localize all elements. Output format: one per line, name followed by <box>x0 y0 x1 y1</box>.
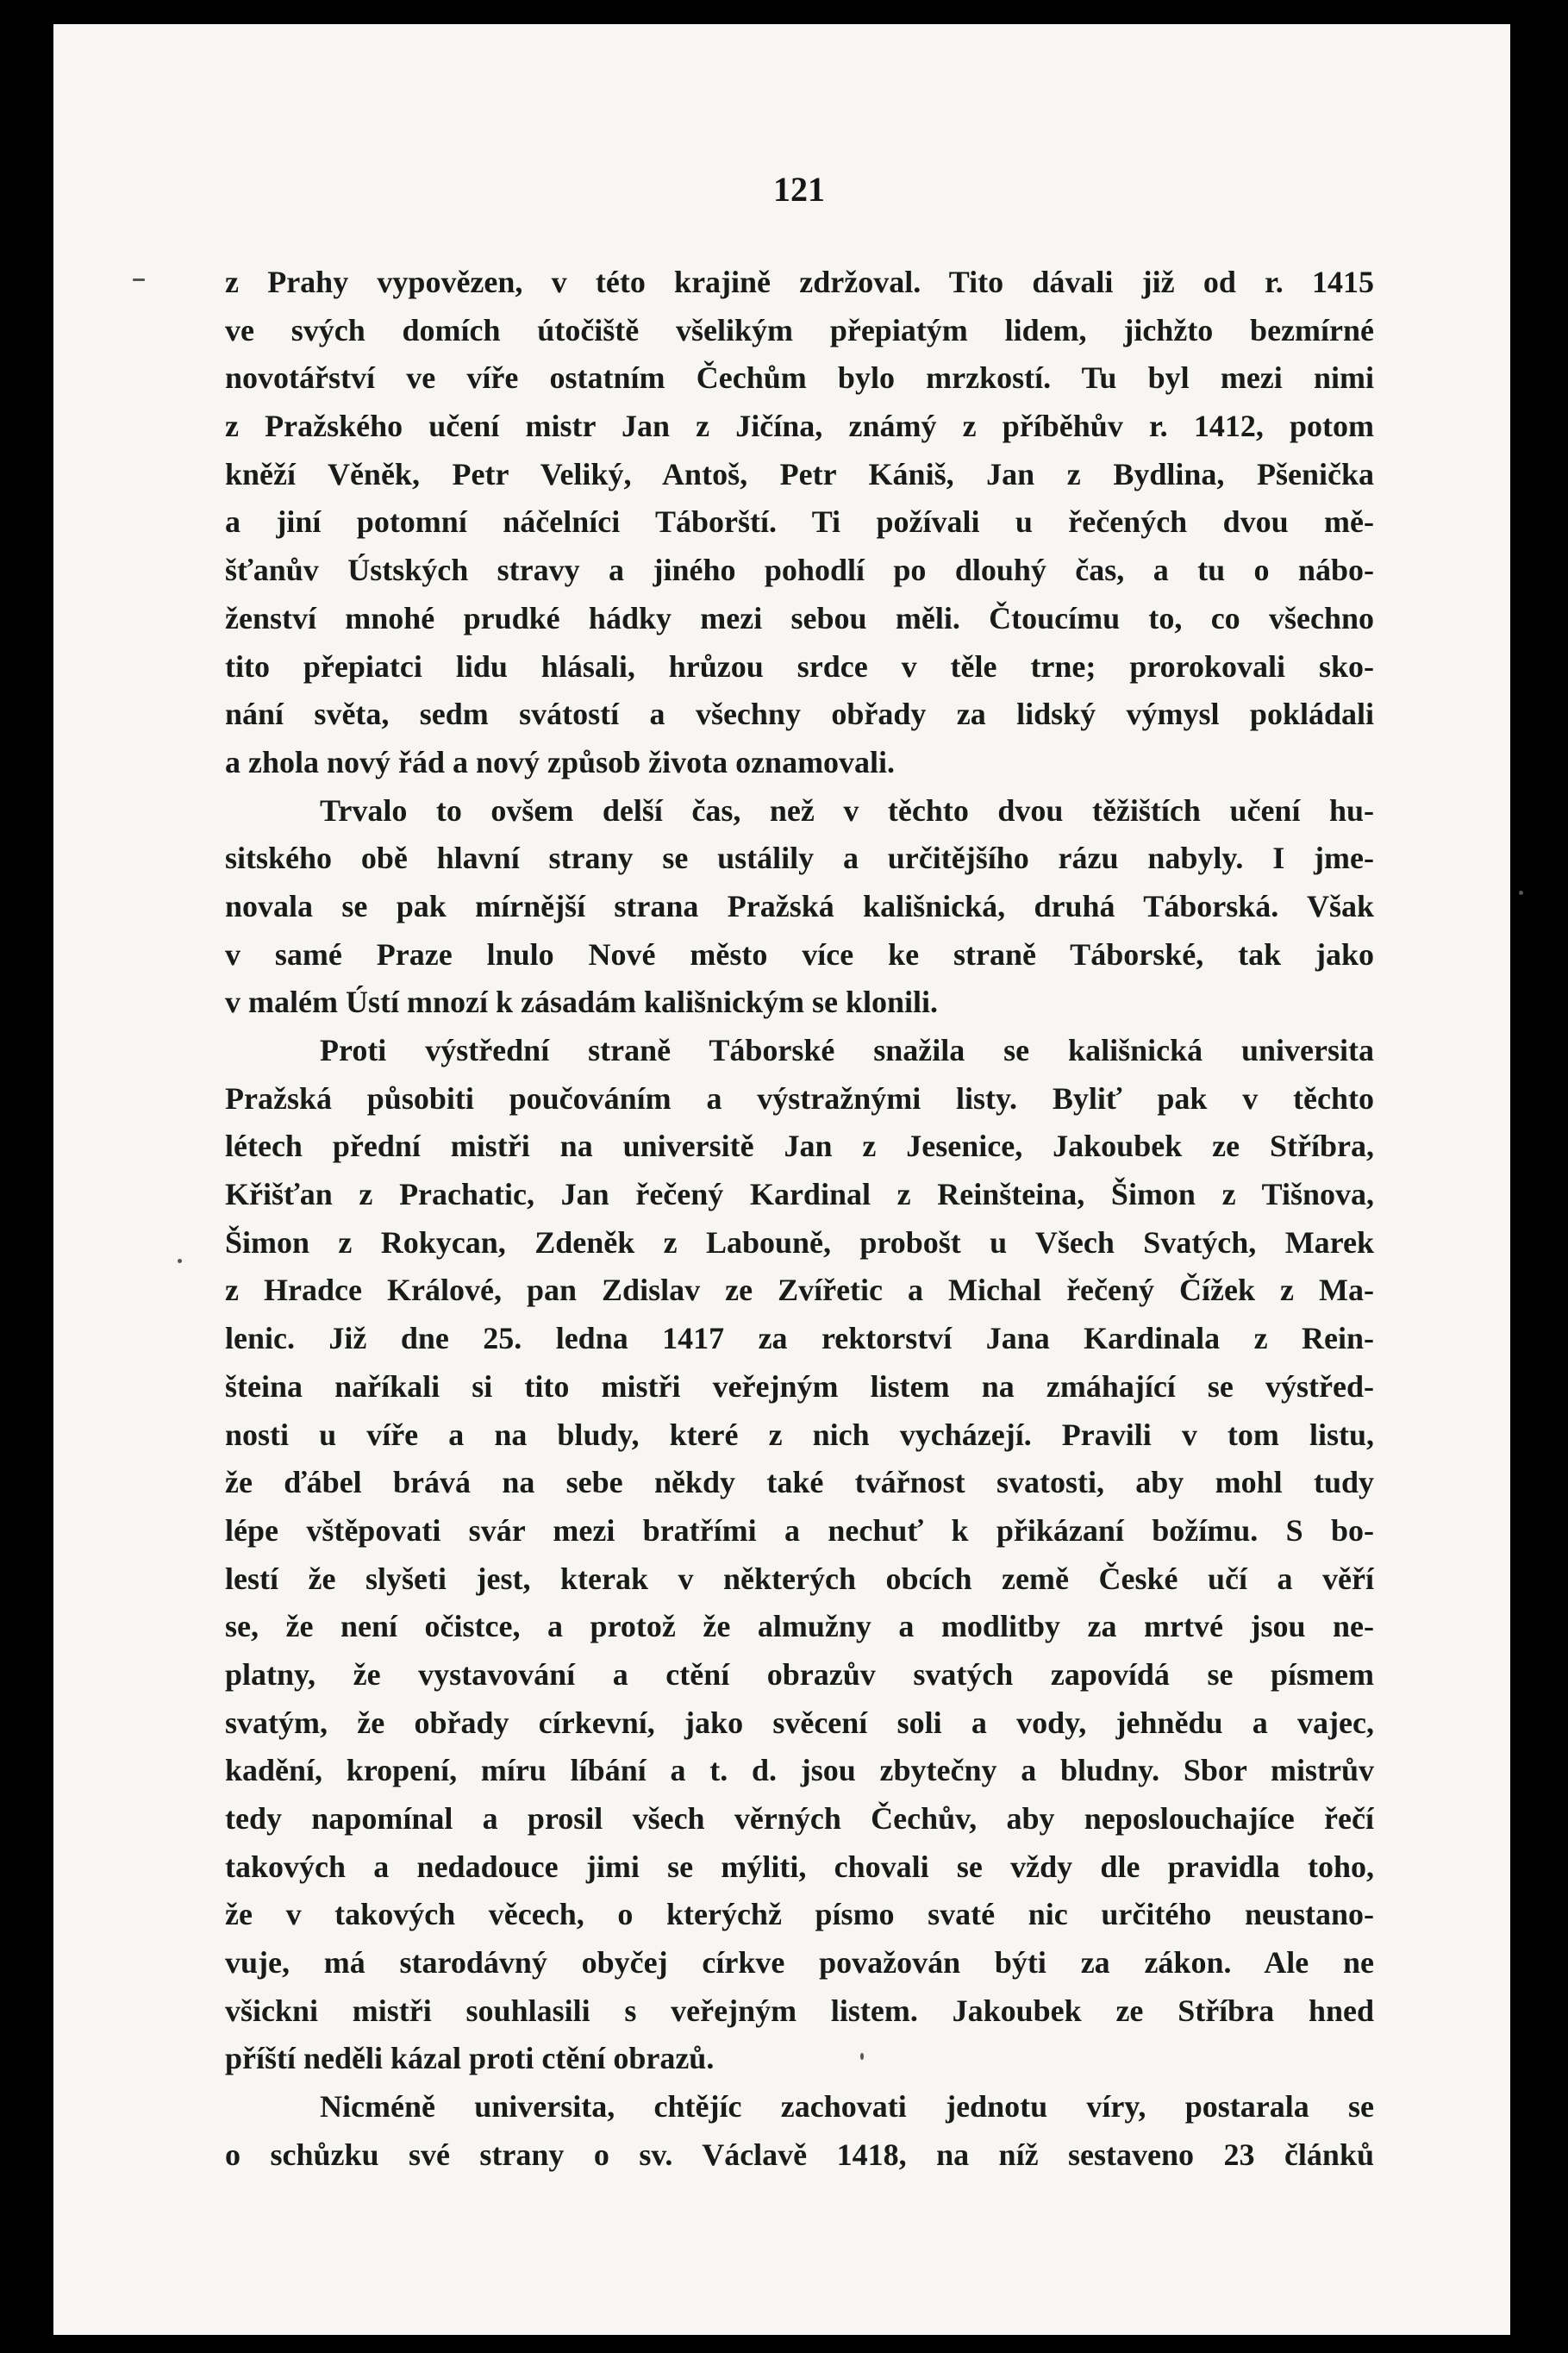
text-line: a jiní potomní náčelníci Táborští. Ti požívali u řečených dvou mě- <box>225 504 1374 540</box>
text-line: Proti výstřední straně Táborské snažila se kališnická universita <box>320 1033 1374 1067</box>
text-line: v samé Praze lnulo Nové město více ke straně Táborské, tak jako <box>225 936 1374 972</box>
text-line: Trvalo to ovšem delší čas, než v těchto dvou těžištích učení hu- <box>320 792 1374 828</box>
text-line: svatým, že obřady církevní, jako svěcení soli a vody, jehnědu a vajec, <box>225 1705 1374 1740</box>
text-line: lestí že slyšeti jest, kterak v některých obcích země České učí a věří <box>225 1561 1374 1596</box>
text-line: novotářství ve víře ostatním Čechům bylo mrzkostí. Tu byl mezi nimi <box>225 360 1374 396</box>
book-page <box>53 24 1510 2335</box>
text-line: Šimon z Rokycan, Zdeněk z Labouně, probošt u Všech Svatých, Marek <box>225 1224 1374 1260</box>
text-line: kněží Věněk, Petr Veliký, Antoš, Petr Kániš, Jan z Bydlina, Pšenička <box>225 456 1374 491</box>
text-line: tito přepiatci lidu hlásali, hrůzou srdce v těle trne; prorokovali sko- <box>225 648 1374 684</box>
text-line: ve svých domích útočiště všelikým přepiatým lidem, jichžto bezmírné <box>225 312 1374 347</box>
text-line: nání světa, sedm svátostí a všechny obřady za lidský výmysl pokládali <box>225 697 1374 732</box>
body-text <box>225 259 1374 2180</box>
text-line: Nicméně universita, chtějíc zachovati jednotu víry, postarala se <box>320 2089 1374 2125</box>
text-line: novala se pak mírnější strana Pražská kališnická, druhá Táborská. Však <box>225 888 1374 923</box>
text-line: příští neděli kázal proti ctění obrazů. <box>225 2041 715 2076</box>
text-line: ženství mnohé prudké hádky mezi sebou měli. Čtoucímu to, co všechno <box>225 600 1374 635</box>
page-number: 121 <box>773 170 825 209</box>
text-line: že v takových věcech, o kterýchž písmo svaté nic určitého neustano- <box>225 1897 1374 1932</box>
text-line: všickni mistři souhlasili s veřejným listem. Jakoubek ze Stříbra hned <box>225 1993 1374 2028</box>
text-line: z Prahy vypovězen, v této krajině zdržoval. Tito dávali již od r. 1415 <box>225 265 1374 299</box>
text-line: létech přední mistři na universitě Jan z Jesenice, Jakoubek ze Stříbra, <box>225 1129 1374 1164</box>
speck <box>133 278 145 281</box>
text-line: Křišťan z Prachatic, Jan řečený Kardinal z Reinšteina, Šimon z Tišnova, <box>225 1177 1374 1212</box>
speck <box>178 1259 182 1263</box>
text-line: o schůzku své strany o sv. Václavě 1418, na níž sestaveno 23 článků <box>225 2137 1374 2172</box>
text-line: že ďábel brává na sebe někdy také tvářnost svatosti, aby mohl tudy <box>225 1465 1374 1500</box>
text-line: z Hradce Králové, pan Zdislav ze Zvířetic a Michal řečený Čížek z Ma- <box>225 1273 1374 1308</box>
text-line: lenic. Již dne 25. ledna 1417 za rektorství Jana Kardinala z Rein- <box>225 1321 1374 1356</box>
text-line: šteina naříkali si tito mistři veřejným listem na zmáhající se výstřed- <box>225 1368 1374 1404</box>
text-line: nosti u víře a na bludy, které z nich vycházejí. Pravili v tom listu, <box>225 1417 1374 1452</box>
text-line: takových a nedadouce jimi se mýliti, chovali se vždy dle pravidla toho, <box>225 1849 1374 1884</box>
text-line: v malém Ústí mnozí k zásadám kališnickým se klonili. <box>225 985 939 1020</box>
speck <box>860 2053 864 2060</box>
text-line: lépe vštěpovati svár mezi bratřími a nechuť k přikázaní božímu. S bo- <box>225 1512 1374 1548</box>
text-line: z Pražského učení mistr Jan z Jičína, známý z příběhův r. 1412, potom <box>225 409 1374 444</box>
text-line: sitského obě hlavní strany se ustálily a určitějšího rázu nabyly. I jme- <box>225 841 1374 876</box>
text-line: a zhola nový řád a nový způsob života oznamovali. <box>225 744 896 779</box>
text-line: Pražská působiti poučováním a výstražnými listy. Byliť pak v těchto <box>225 1080 1374 1116</box>
text-line: se, že není očistce, a protož že almužny a modlitby za mrtvé jsou ne- <box>225 1609 1374 1644</box>
text-line: vuje, má starodávný obyčej církve považován býti za zákon. Ale ne <box>225 1945 1374 1981</box>
text-line: kadění, kropení, míru líbání a t. d. jsou zbytečny a bludny. Sbor mistrův <box>225 1753 1374 1788</box>
speck <box>1519 891 1523 895</box>
text-line: platny, že vystavování a ctění obrazův svatých zapovídá se písmem <box>225 1656 1374 1692</box>
text-line: tedy napomínal a prosil všech věrných Čechův, aby neposlouchajíce řečí <box>225 1801 1374 1836</box>
text-line: šťanův Ústských stravy a jiného pohodlí po dlouhý čas, a tu o nábo- <box>225 553 1374 588</box>
